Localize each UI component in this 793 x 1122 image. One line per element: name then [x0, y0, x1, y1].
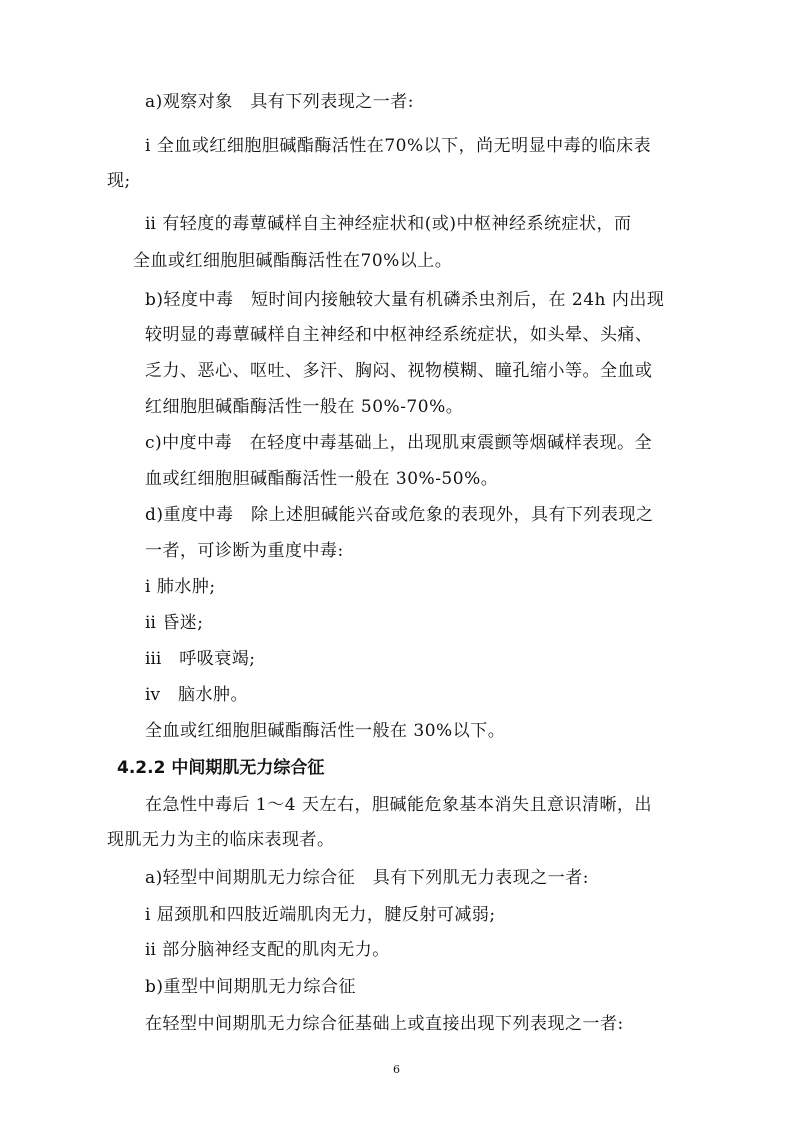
text-line: ⅰ 肺水肿;	[145, 577, 216, 597]
page-number: 6	[393, 1063, 400, 1076]
text-line: ⅲ 呼吸衰竭;	[145, 649, 256, 669]
text-line: 全血或红细胞胆碱酯酶活性在70%以上。	[133, 251, 453, 271]
text-line: 在轻型中间期肌无力综合征基础上或直接出现下列表现之一者:	[145, 1014, 624, 1034]
text-line: 全血或红细胞胆碱酯酶活性一般在 30%以下。	[145, 721, 506, 741]
text-line: 红细胞胆碱酯酶活性一般在 50%-70%。	[145, 397, 464, 417]
text-line: 血或红细胞胆碱酯酶活性一般在 30%-50%。	[145, 469, 499, 489]
text-line: a)轻型中间期肌无力综合征 具有下列肌无力表现之一者:	[145, 868, 589, 888]
text-line: 乏力、恶心、呕吐、多汗、胸闷、视物模糊、瞳孔缩小等。全血或	[145, 361, 653, 381]
section-heading: 4.2.2 中间期肌无力综合征	[117, 758, 325, 778]
text-line: 在急性中毒后 1～4 天左右，胆碱能危象基本消失且意识清晰，出	[145, 795, 652, 815]
text-line: b)重型中间期肌无力综合征	[145, 977, 357, 997]
text-line: c)中度中毒 在轻度中毒基础上，出现肌束震颤等烟碱样表现。全	[145, 433, 653, 453]
text-line: 一者，可诊断为重度中毒:	[145, 541, 344, 561]
text-line: ⅳ 脑水肿。	[145, 685, 249, 705]
text-line: ⅰ 全血或红细胞胆碱酯酶活性在70%以下，尚无明显中毒的临床表	[145, 136, 652, 156]
text-line: 现;	[107, 171, 131, 191]
text-line: 较明显的毒蕈碱样自主神经和中枢神经系统症状，如头晕、头痛、	[145, 325, 653, 345]
text-line: a)观察对象 具有下列表现之一者:	[145, 92, 414, 112]
text-line: 现肌无力为主的临床表现者。	[107, 830, 335, 850]
text-line: d)重度中毒 除上述胆碱能兴奋或危象的表现外，具有下列表现之	[145, 505, 654, 525]
text-line: ⅰ 屈颈肌和四肢近端肌肉无力，腱反射可减弱;	[145, 905, 496, 925]
text-line: ⅱ 昏迷;	[145, 613, 204, 633]
text-line: ⅱ 有轻度的毒蕈碱样自主神经症状和(或)中枢神经系统症状，而	[145, 214, 632, 234]
text-line: b)轻度中毒 短时间内接触较大量有机磷杀虫剂后，在 24h 内出现	[145, 290, 665, 310]
text-line: ⅱ 部分脑神经支配的肌肉无力。	[145, 940, 390, 960]
